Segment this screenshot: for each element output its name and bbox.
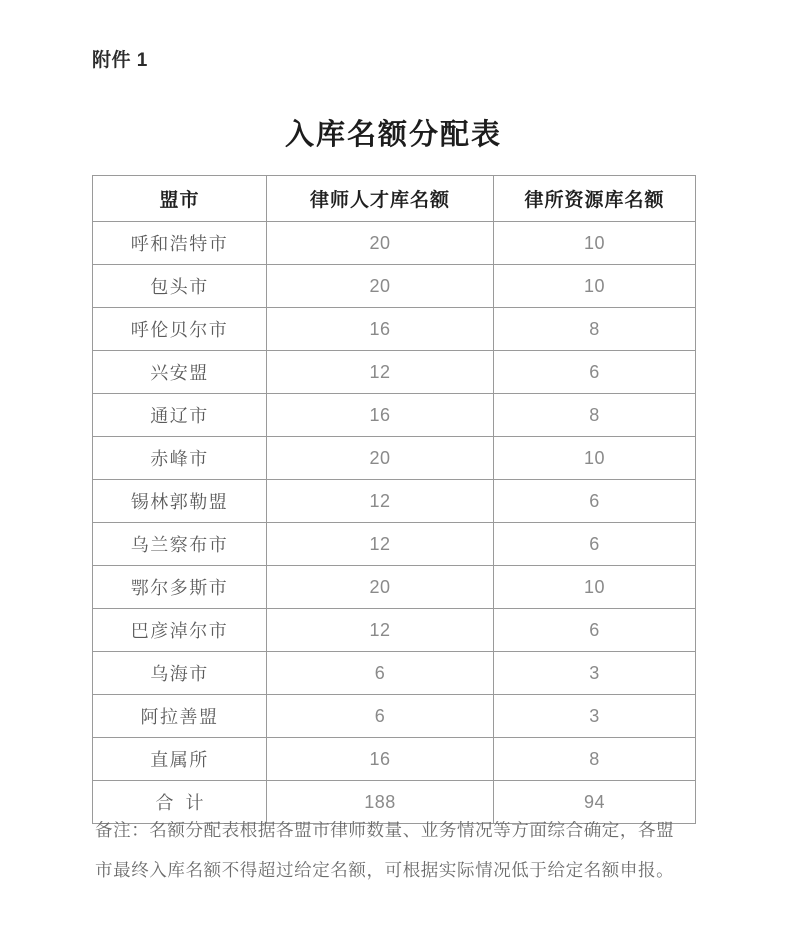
cell-talent-quota: 16 — [267, 308, 494, 351]
footnote — [95, 810, 705, 890]
cell-region: 兴安盟 — [93, 351, 267, 394]
cell-talent-quota: 12 — [267, 480, 494, 523]
cell-talent-quota: 12 — [267, 609, 494, 652]
table-row — [93, 265, 696, 308]
cell-firm-quota: 6 — [494, 609, 696, 652]
table-row — [93, 738, 696, 781]
cell-talent-quota: 20 — [267, 265, 494, 308]
cell-talent-quota: 16 — [267, 394, 494, 437]
cell-firm-quota: 6 — [494, 523, 696, 566]
cell-region: 锡林郭勒盟 — [93, 480, 267, 523]
cell-total-label: 合计 — [93, 781, 267, 824]
footnote-line: 备注：名额分配表根据各盟市律师数量、业务情况等方面综合确定，各盟 — [95, 820, 675, 840]
cell-firm-quota: 10 — [494, 566, 696, 609]
cell-talent-quota: 6 — [267, 652, 494, 695]
table-header-row — [93, 176, 696, 222]
cell-region: 赤峰市 — [93, 437, 267, 480]
cell-region: 阿拉善盟 — [93, 695, 267, 738]
cell-talent-quota: 20 — [267, 566, 494, 609]
cell-firm-quota: 8 — [494, 738, 696, 781]
table-row — [93, 437, 696, 480]
cell-region: 乌海市 — [93, 652, 267, 695]
cell-firm-quota: 8 — [494, 394, 696, 437]
cell-talent-quota: 12 — [267, 351, 494, 394]
cell-firm-quota: 6 — [494, 480, 696, 523]
cell-region: 呼伦贝尔市 — [93, 308, 267, 351]
attachment-label: 附件 1 — [92, 50, 148, 71]
cell-firm-quota: 8 — [494, 308, 696, 351]
cell-region: 鄂尔多斯市 — [93, 566, 267, 609]
cell-firm-quota: 10 — [494, 437, 696, 480]
column-header-region: 盟市 — [93, 176, 267, 222]
footnote-line: 市最终入库名额不得超过给定名额，可根据实际情况低于给定名额申报。 — [95, 860, 675, 880]
cell-region: 巴彦淖尔市 — [93, 609, 267, 652]
table-row — [93, 566, 696, 609]
cell-talent-quota: 16 — [267, 738, 494, 781]
column-header-firm-quota: 律所资源库名额 — [494, 176, 696, 222]
cell-talent-quota: 12 — [267, 523, 494, 566]
cell-firm-quota: 3 — [494, 695, 696, 738]
cell-firm-quota: 6 — [494, 351, 696, 394]
cell-talent-quota: 20 — [267, 437, 494, 480]
column-header-talent-quota: 律师人才库名额 — [267, 176, 494, 222]
table-row — [93, 523, 696, 566]
table-row — [93, 609, 696, 652]
cell-firm-quota: 3 — [494, 652, 696, 695]
cell-region: 直属所 — [93, 738, 267, 781]
cell-total-talent-quota: 188 — [267, 781, 494, 824]
cell-region: 呼和浩特市 — [93, 222, 267, 265]
table-row — [93, 480, 696, 523]
table-body — [93, 222, 696, 824]
table-row — [93, 394, 696, 437]
cell-firm-quota: 10 — [494, 222, 696, 265]
table-header — [93, 176, 696, 222]
quota-allocation-table — [92, 175, 696, 824]
cell-region: 乌兰察布市 — [93, 523, 267, 566]
page-title: 入库名额分配表 — [284, 119, 502, 151]
table-row — [93, 351, 696, 394]
cell-firm-quota: 10 — [494, 265, 696, 308]
table-row — [93, 222, 696, 265]
table-row — [93, 652, 696, 695]
table-row — [93, 695, 696, 738]
cell-talent-quota: 6 — [267, 695, 494, 738]
cell-region: 通辽市 — [93, 394, 267, 437]
cell-total-firm-quota: 94 — [494, 781, 696, 824]
quota-table-container — [92, 175, 695, 824]
cell-talent-quota: 20 — [267, 222, 494, 265]
cell-region: 包头市 — [93, 265, 267, 308]
table-row — [93, 308, 696, 351]
